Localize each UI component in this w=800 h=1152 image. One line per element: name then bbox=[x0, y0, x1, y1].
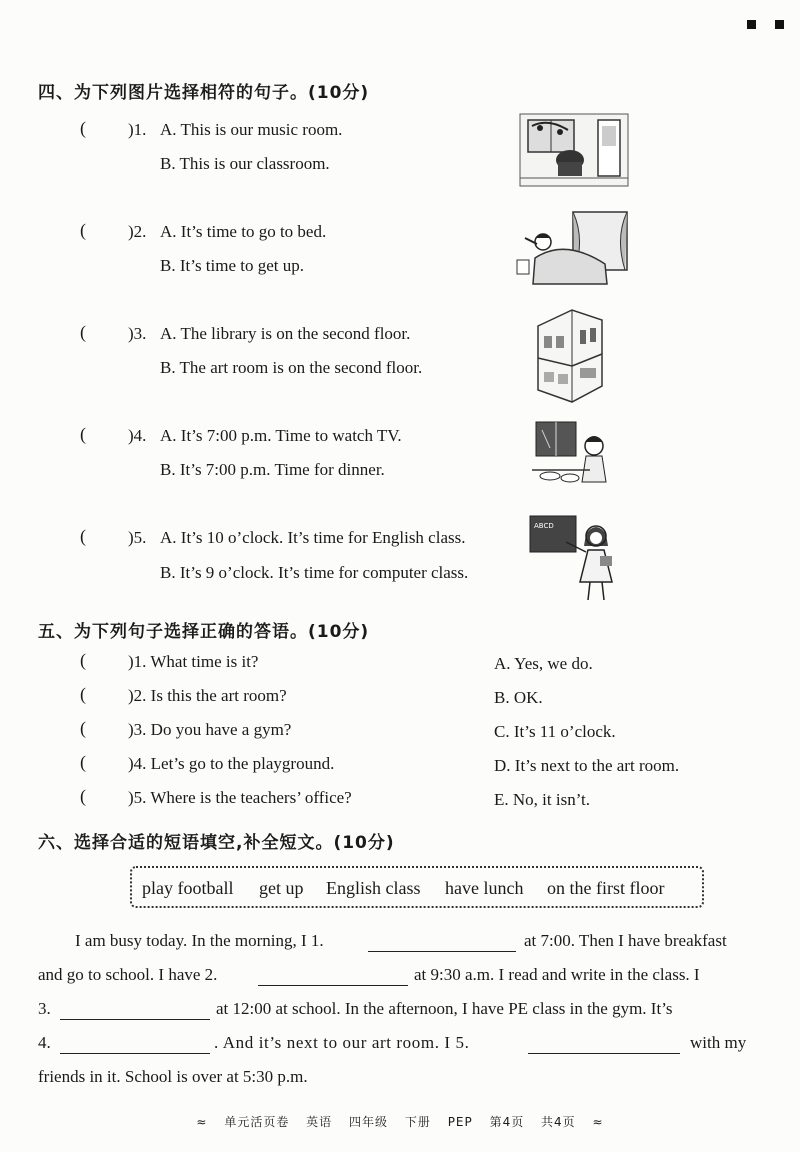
footer-grade: 四年级 bbox=[349, 1115, 389, 1129]
passage-text: and go to school. I have 2. bbox=[38, 965, 218, 984]
blank-3[interactable] bbox=[60, 1001, 210, 1020]
footer-total: 共4页 bbox=[541, 1115, 576, 1129]
option-b: B. It’s time to get up. bbox=[160, 256, 305, 275]
passage-text: at 12:00 at school. In the afternoon, I have PE class in the gym. It’s bbox=[216, 999, 673, 1018]
answer-option: C. It’s 11 o’clock. bbox=[494, 722, 616, 741]
passage-text: at 7:00. Then I have breakfast bbox=[524, 931, 727, 950]
answer-option: D. It’s next to the art room. bbox=[494, 756, 680, 775]
english-class-picture bbox=[526, 512, 620, 604]
section4-title: 四、为下列图片选择相符的句子。(10分) bbox=[38, 83, 370, 103]
answer-paren-5-1[interactable]: ( bbox=[80, 650, 86, 670]
passage-text: . And it’s next to our art room. I 5. bbox=[214, 1033, 470, 1052]
option-a: A. It’s 7:00 p.m. Time to watch TV. bbox=[160, 426, 402, 445]
passage-text: with my bbox=[690, 1033, 747, 1052]
footer-deco: ≈ bbox=[592, 1115, 604, 1129]
answer-paren-4-5[interactable]: ( bbox=[80, 526, 86, 546]
dinner-picture bbox=[530, 418, 612, 490]
passage-text: 4. bbox=[38, 1033, 51, 1052]
option-b: B. It’s 9 o’clock. It’s time for computer class. bbox=[160, 563, 469, 582]
phrase-option: get up bbox=[259, 878, 304, 898]
svg-text:ABCD: ABCD bbox=[534, 522, 554, 530]
option-a: A. It’s time to go to bed. bbox=[160, 222, 327, 241]
get-up-picture bbox=[515, 208, 633, 290]
item-number: )1. bbox=[128, 120, 147, 139]
answer-paren-5-3[interactable]: ( bbox=[80, 718, 86, 738]
music-room-picture bbox=[518, 112, 630, 188]
option-b: B. The art room is on the second floor. bbox=[160, 358, 423, 377]
answer-paren-5-5[interactable]: ( bbox=[80, 786, 86, 806]
section5-title: 五、为下列句子选择正确的答语。(10分) bbox=[38, 622, 370, 642]
option-a: A. This is our music room. bbox=[160, 120, 343, 139]
answer-option: A. Yes, we do. bbox=[494, 654, 593, 673]
answer-paren-4-3[interactable]: ( bbox=[80, 322, 86, 342]
footer-subject: 英语 bbox=[306, 1115, 333, 1129]
footer-term: 下册 bbox=[404, 1115, 431, 1129]
registration-mark-right bbox=[775, 20, 784, 29]
question-text: )1. What time is it? bbox=[128, 652, 259, 671]
footer-deco: ≈ bbox=[196, 1115, 208, 1129]
footer-edition: PEP bbox=[447, 1115, 473, 1129]
answer-paren-4-1[interactable]: ( bbox=[80, 118, 86, 138]
answer-paren-5-2[interactable]: ( bbox=[80, 684, 86, 704]
passage-text: I am busy today. In the morning, I 1. bbox=[75, 931, 324, 950]
blank-4[interactable] bbox=[60, 1035, 210, 1054]
option-b: B. It’s 7:00 p.m. Time for dinner. bbox=[160, 460, 385, 479]
answer-option: E. No, it isn’t. bbox=[494, 790, 591, 809]
phrase-option: English class bbox=[326, 878, 421, 898]
option-a: A. It’s 10 o’clock. It’s time for English class. bbox=[160, 528, 466, 547]
section6-title: 六、选择合适的短语填空,补全短文。(10分) bbox=[38, 833, 395, 853]
blank-2[interactable] bbox=[258, 967, 408, 986]
building-floors-picture bbox=[532, 306, 608, 404]
phrase-option: have lunch bbox=[445, 878, 524, 898]
question-text: )3. Do you have a gym? bbox=[128, 720, 292, 739]
passage-text: 3. bbox=[38, 999, 51, 1018]
blank-1[interactable] bbox=[368, 933, 516, 952]
question-text: )4. Let’s go to the playground. bbox=[128, 754, 335, 773]
footer-page: 第4页 bbox=[489, 1115, 525, 1129]
answer-paren-4-2[interactable]: ( bbox=[80, 220, 86, 240]
answer-paren-4-4[interactable]: ( bbox=[80, 424, 86, 444]
blank-5[interactable] bbox=[528, 1035, 680, 1054]
option-a: A. The library is on the second floor. bbox=[160, 324, 411, 343]
item-number: )5. bbox=[128, 528, 147, 547]
passage-text: friends in it. School is over at 5:30 p.m. bbox=[38, 1067, 308, 1086]
phrase-option: on the first floor bbox=[547, 878, 665, 898]
page-footer bbox=[0, 1113, 800, 1130]
passage-text: at 9:30 a.m. I read and write in the class. I bbox=[414, 965, 700, 984]
item-number: )4. bbox=[128, 426, 147, 445]
option-b: B. This is our classroom. bbox=[160, 154, 330, 173]
question-text: )5. Where is the teachers’ office? bbox=[128, 788, 352, 807]
item-number: )3. bbox=[128, 324, 147, 343]
footer-series: 单元活页卷 bbox=[224, 1115, 290, 1129]
registration-mark-left bbox=[747, 20, 756, 29]
answer-paren-5-4[interactable]: ( bbox=[80, 752, 86, 772]
answer-option: B. OK. bbox=[494, 688, 543, 707]
item-number: )2. bbox=[128, 222, 147, 241]
question-text: )2. Is this the art room? bbox=[128, 686, 287, 705]
phrase-option: play football bbox=[142, 878, 234, 898]
